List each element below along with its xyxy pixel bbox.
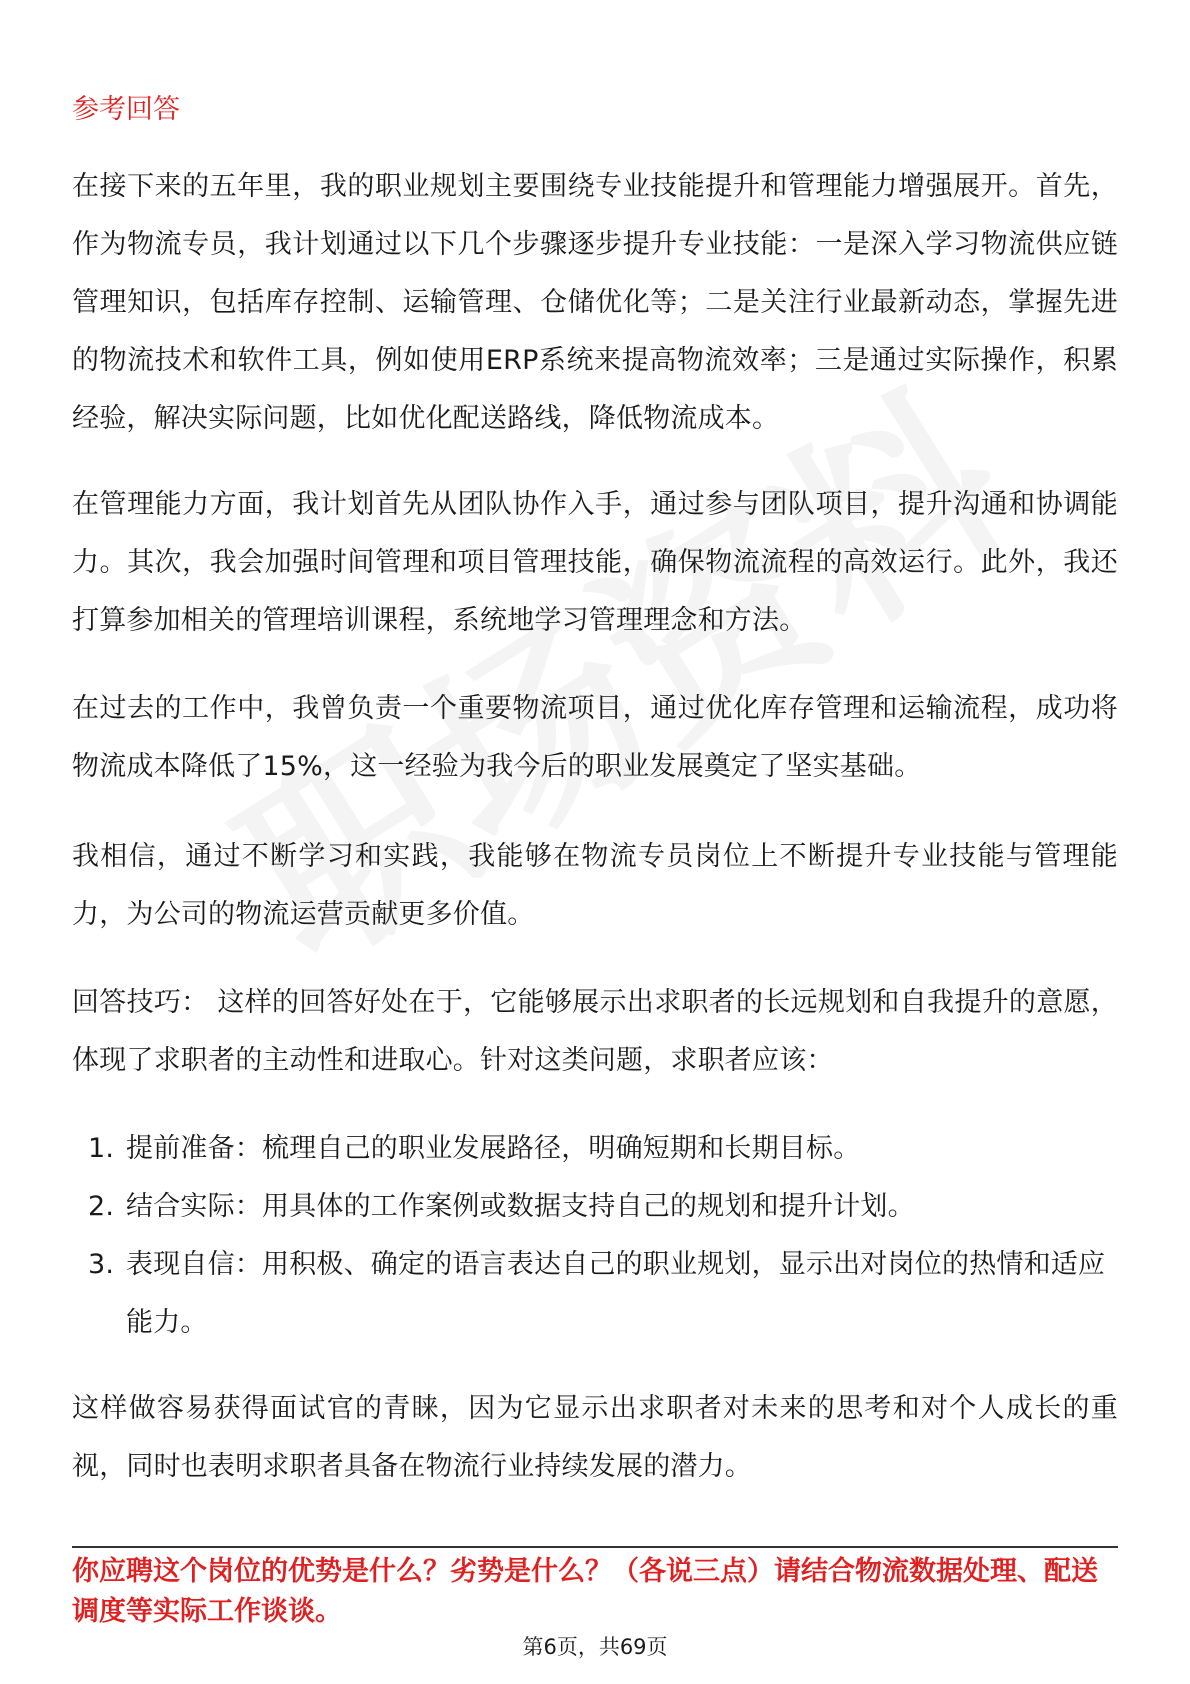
list-item-number: 3. — [88, 1249, 115, 1280]
list-item-number: 1. — [88, 1133, 115, 1164]
list-item-number: 2. — [88, 1191, 115, 1222]
section-heading: 参考回答 — [72, 94, 180, 125]
list-item-text: 提前准备：梳理自己的职业发展路径，明确短期和长期目标。 — [126, 1133, 861, 1164]
list-item — [72, 1120, 1118, 1178]
answer-paragraph-2: 在管理能力方面，我计划首先从团队协作入手，通过参与团队项目，提升沟通和协调能力。其次，我会加强时间管理和项目管理技能，确保物流流程的高效运行。此外，我还打算参加相关的管理培训课程，系统地学习管理理念和方法。 — [72, 489, 1118, 636]
section-divider — [72, 1546, 1118, 1548]
answer-tips-intro: 回答技巧： 这样的回答好处在于，它能够展示出求职者的长远规划和自我提升的意愿，体现了求职者的主动性和进取心。针对这类问题，求职者应该： — [72, 987, 1118, 1076]
next-question-heading: 你应聘这个岗位的优势是什么？劣势是什么？（各说三点）请结合物流数据处理、配送调度等实际工作谈谈。 — [72, 1556, 1098, 1627]
answer-paragraph-3: 在过去的工作中，我曾负责一个重要物流项目，通过优化库存管理和运输流程，成功将物流成本降低了15%，这一经验为我今后的职业发展奠定了坚实基础。 — [72, 693, 1118, 782]
tips-list — [72, 1120, 1118, 1352]
list-item — [72, 1178, 1118, 1236]
answer-paragraph-4: 我相信，通过不断学习和实践，我能够在物流专员岗位上不断提升专业技能与管理能力，为公司的物流运营贡献更多价值。 — [72, 841, 1118, 930]
list-item-text: 结合实际：用具体的工作案例或数据支持自己的规划和提升计划。 — [126, 1191, 915, 1222]
answer-paragraph-1: 在接下来的五年里，我的职业规划主要围绕专业技能提升和管理能力增强展开。首先，作为物流专员，我计划通过以下几个步骤逐步提升专业技能：一是深入学习物流供应链管理知识，包括库存控制、运输管理、仓储优化等；二是关注行业最新动态，掌握先进的物流技术和软件工具，例如使用ERP系统来提高物流效率；三是通过实际操作，积累经验，解决实际问题，比如优化配送路线，降低物流成本。 — [72, 171, 1118, 434]
list-item-text: 表现自信：用积极、确定的语言表达自己的职业规划，显示出对岗位的热情和适应能力。 — [126, 1249, 1106, 1338]
list-item — [72, 1236, 1118, 1352]
answer-conclusion: 这样做容易获得面试官的青睐，因为它显示出求职者对未来的思考和对个人成长的重视，同时也表明求职者具备在物流行业持续发展的潜力。 — [72, 1393, 1118, 1482]
page-footer: 第6页，共69页 — [522, 1635, 668, 1659]
